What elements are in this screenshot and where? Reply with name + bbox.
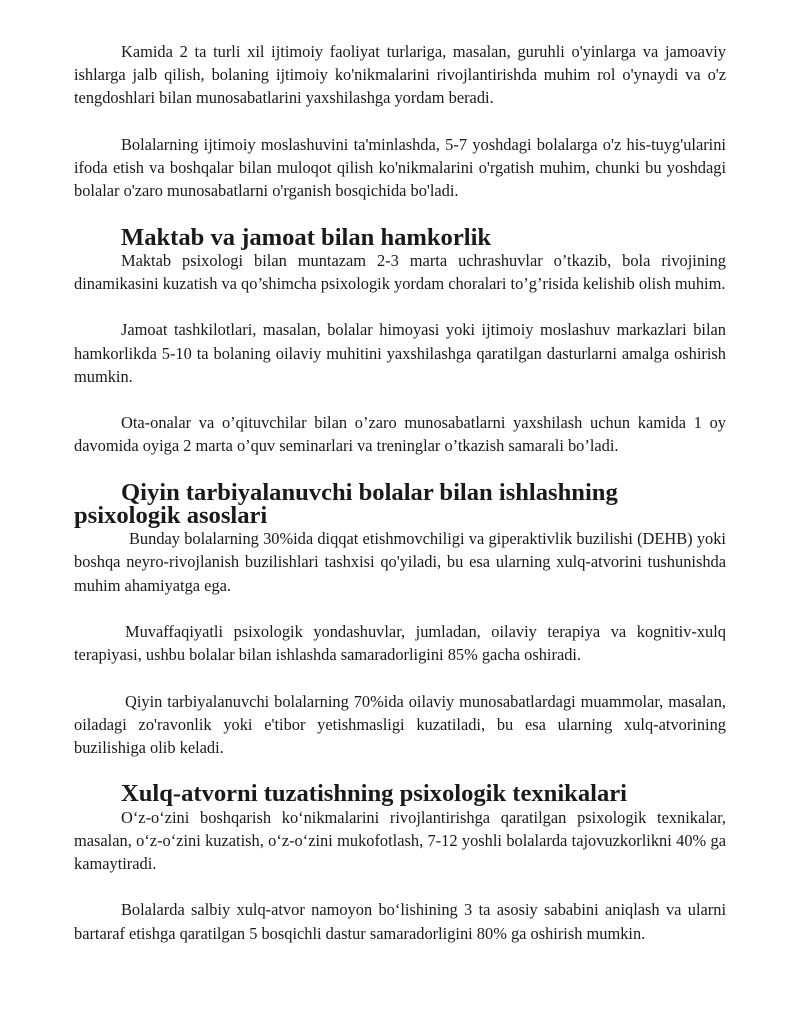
section-heading: Xulq-atvorni tuzatishning psixologik texnikalari	[121, 780, 627, 808]
section-heading: Maktab va jamoat bilan hamkorlik	[121, 223, 492, 251]
paragraph: Bolalarning ijtimoiy moslashuvini ta'minlashda, 5-7 yoshdagi bolalarga o'z his-tuyg'ularini ifoda etish va boshqalar bilan muloqot qilish ko'nikmalarini o'rgatish muhim, chunki bu yoshdagi bolalar o'zaro munosabatlarni o'rganish bosqichida bo'ladi.	[74, 134, 726, 201]
paragraph: Jamoat tashkilotlari, masalan, bolalar himoyasi yoki ijtimoiy moslashuv markazlari bilan hamkorlikda 5-10 ta bolaning oilaviy muhitini yaxshilashga qaratilgan dasturlarni amalga oshirish mumkin.	[74, 320, 726, 386]
paragraph: Maktab psixologi bilan muntazam 2-3 marta uchrashuvlar o’tkazib, bola rivojining dinamikasini kuzatish va qo’shimcha psixologik yordam choralari to’g’risida kelishib olish muhim.	[74, 250, 726, 293]
paragraph: Muvaffaqiyatli psixologik yondashuvlar, jumladan, oilaviy terapiya va kognitiv-xulq terapiyasi, ushbu bolalar bilan ishlashda samaradorligini 85% gacha oshiradi.	[74, 621, 726, 665]
paragraph: O‘z-o‘zini boshqarish ko‘nikmalarini rivojlantirishga qaratilgan psixologik texnikalar, masalan, o‘z-o‘zini kuzatish, o‘z-o‘zini mukofotlash, 7-12 yoshli bolalarda tajovuzkorlikni 40% ga kamaytiradi.	[74, 807, 726, 873]
paragraph: Bunday bolalarning 30%ida diqqat etishmovchiligi va giperaktivlik buzilishi (DEHB) yoki boshqa neyro-rivojlanish buzilishlari tashxisi qo'yiladi, bu esa ularning xulq-atvorini tushunishda muhim ahamiyatga ega.	[74, 529, 726, 595]
paragraph: Kamida 2 ta turli xil ijtimoiy faoliyat turlariga, masalan, guruhli o'yinlarga va jamoaviy ishlarga jalb qilish, bolaning ijtimoiy ko'nikmalarini rivojlantirishda muhim rol o'ynaydi va o'z tengdoshlari bilan munosabatlarini yaxshilashga yordam beradi.	[74, 42, 726, 108]
section-heading: Qiyin tarbiyalanuvchi bolalar bilan ishlashning psixologik asoslari	[74, 478, 618, 529]
paragraph: Bolalarda salbiy xulq-atvor namoyon bo‘lishining 3 ta asosiy sababini aniqlash va ularni bartaraf etishga qaratilgan 5 bosqichli dastur samaradorligini 80% ga oshirish mumkin.	[74, 900, 726, 943]
paragraph: Qiyin tarbiyalanuvchi bolalarning 70%ida oilaviy munosabatlardagi muammolar, masalan, oiladagi zo'ravonlik yoki e'tibor yetishmasligi kuzatiladi, bu esa ularning xulq-atvorining buzilishiga olib keladi.	[74, 691, 726, 757]
paragraph: Ota-onalar va o’qituvchilar bilan o’zaro munosabatlarni yaxshilash uchun kamida 1 oy davomida oyiga 2 marta o’quv seminarlari va treninglar o’tkazish samarali bo’ladi.	[74, 413, 726, 456]
